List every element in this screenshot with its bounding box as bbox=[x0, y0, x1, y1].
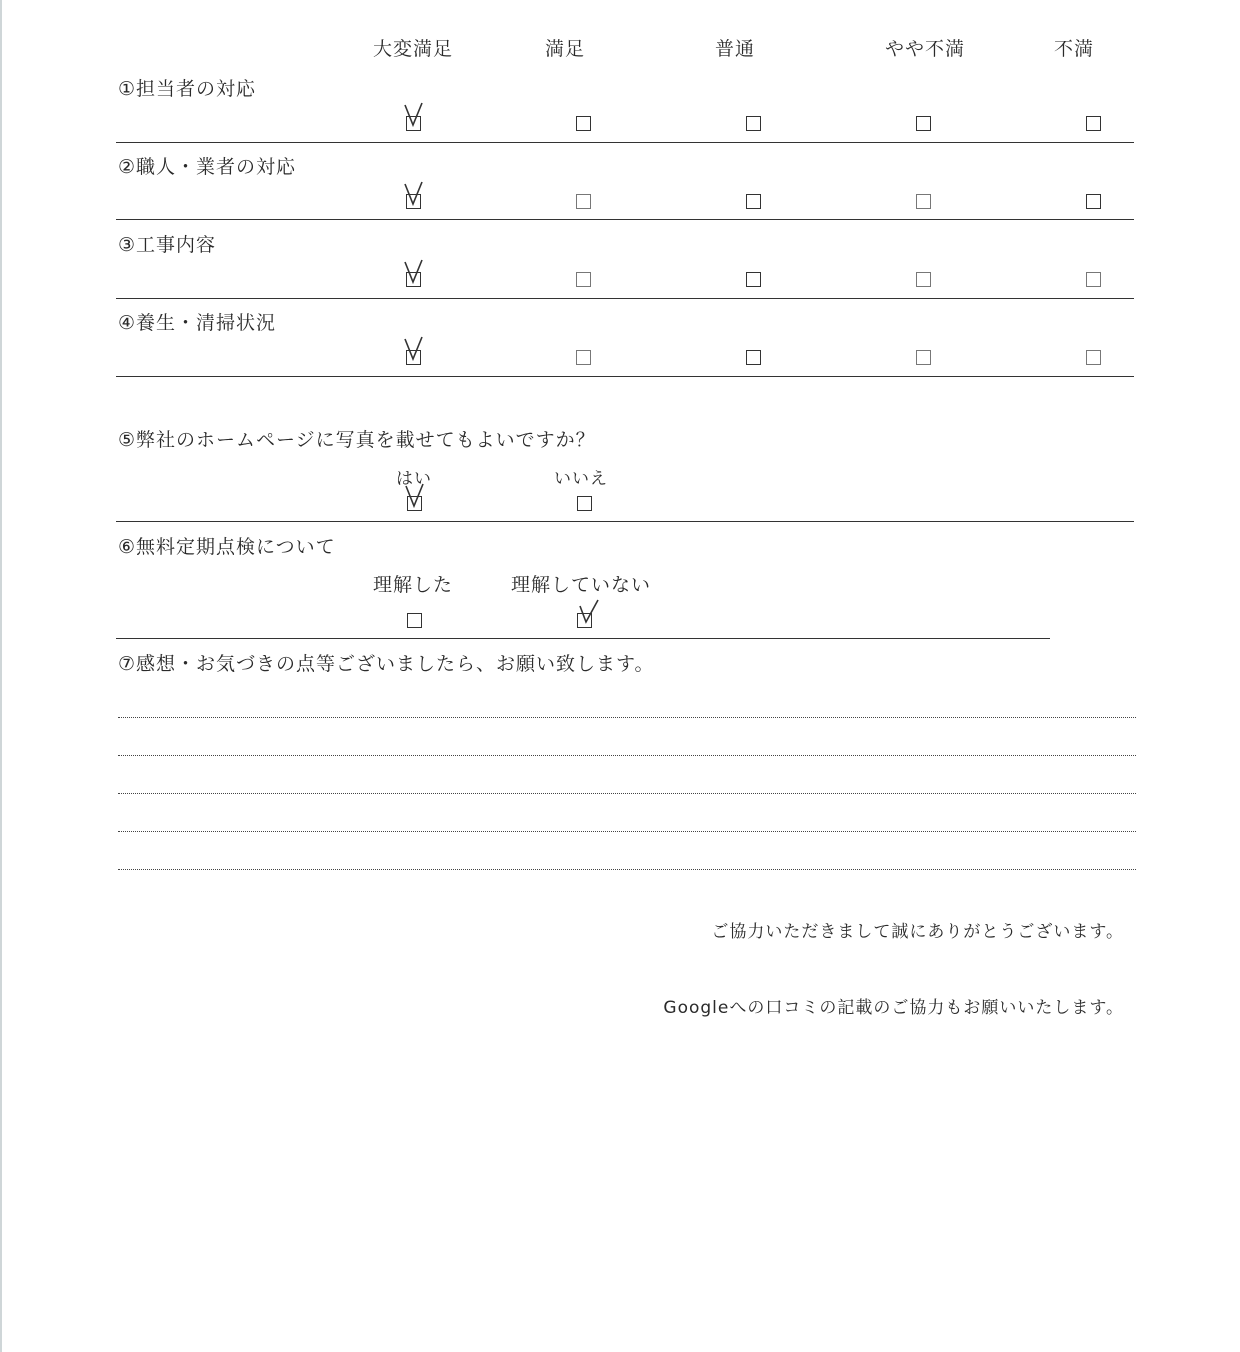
header-daihen-manzoku: 大変満足 bbox=[373, 38, 454, 60]
q3-option-2-checkbox[interactable] bbox=[576, 272, 591, 287]
q6-option-understood-label: 理解した bbox=[373, 574, 454, 596]
q2-divider bbox=[116, 219, 1134, 220]
q3-divider bbox=[116, 298, 1134, 299]
q3-option-1-checkbox[interactable] bbox=[406, 272, 421, 287]
q6-not-understood-checkbox[interactable] bbox=[577, 613, 592, 628]
q2-option-1-checkbox[interactable] bbox=[406, 194, 421, 209]
question-label-4: ④養生・清掃状況 bbox=[118, 312, 277, 334]
question-label-2: ②職人・業者の対応 bbox=[118, 156, 297, 178]
header-fuman: 不満 bbox=[1054, 38, 1095, 60]
q6-understood-checkbox[interactable] bbox=[407, 613, 422, 628]
q3-option-4-checkbox[interactable] bbox=[916, 272, 931, 287]
q4-divider bbox=[116, 376, 1134, 377]
q1-option-2-checkbox[interactable] bbox=[576, 116, 591, 131]
q1-divider bbox=[116, 142, 1134, 143]
q3-option-3-checkbox[interactable] bbox=[746, 272, 761, 287]
scan-edge bbox=[0, 0, 2, 1352]
comment-line-3[interactable] bbox=[118, 793, 1136, 794]
q3-option-5-checkbox[interactable] bbox=[1086, 272, 1101, 287]
q5-hai-checkbox[interactable] bbox=[407, 496, 422, 511]
header-manzoku: 満足 bbox=[545, 38, 586, 60]
q4-option-3-checkbox[interactable] bbox=[746, 350, 761, 365]
question-label-3: ③工事内容 bbox=[118, 234, 217, 256]
q6-option-not-understood-label: 理解していない bbox=[511, 574, 652, 596]
q5-option-iie-label: いいえ bbox=[554, 469, 608, 489]
q5-divider bbox=[116, 521, 1134, 522]
comment-line-1[interactable] bbox=[118, 717, 1136, 718]
q4-option-5-checkbox[interactable] bbox=[1086, 350, 1101, 365]
header-yaya-fuman: やや不満 bbox=[885, 38, 966, 60]
comment-line-4[interactable] bbox=[118, 831, 1136, 832]
q2-option-5-checkbox[interactable] bbox=[1086, 194, 1101, 209]
q2-option-3-checkbox[interactable] bbox=[746, 194, 761, 209]
q5-option-hai-label: はい bbox=[396, 469, 432, 489]
q4-option-2-checkbox[interactable] bbox=[576, 350, 591, 365]
q1-option-5-checkbox[interactable] bbox=[1086, 116, 1101, 131]
google-review-request: Googleへの口コミの記載のご協力もお願いいたします。 bbox=[663, 998, 1124, 1018]
q6-divider bbox=[116, 638, 1050, 639]
q2-option-2-checkbox[interactable] bbox=[576, 194, 591, 209]
question-label-1: ①担当者の対応 bbox=[118, 78, 257, 100]
q4-option-1-checkbox[interactable] bbox=[406, 350, 421, 365]
thanks-message: ご協力いただきまして誠にありがとうございます。 bbox=[711, 922, 1124, 942]
q1-option-4-checkbox[interactable] bbox=[916, 116, 931, 131]
question-label-7: ⑦感想・お気づきの点等ございましたら、お願い致します。 bbox=[118, 653, 655, 675]
q1-option-1-checkbox[interactable] bbox=[406, 116, 421, 131]
comment-line-2[interactable] bbox=[118, 755, 1136, 756]
comment-line-5[interactable] bbox=[118, 869, 1136, 870]
header-futsuu: 普通 bbox=[715, 38, 756, 60]
q5-iie-checkbox[interactable] bbox=[577, 496, 592, 511]
q4-option-4-checkbox[interactable] bbox=[916, 350, 931, 365]
q1-option-3-checkbox[interactable] bbox=[746, 116, 761, 131]
q2-option-4-checkbox[interactable] bbox=[916, 194, 931, 209]
question-label-5: ⑤弊社のホームページに写真を載せてもよいですか？ bbox=[118, 429, 596, 451]
question-label-6: ⑥無料定期点検について bbox=[118, 536, 336, 558]
